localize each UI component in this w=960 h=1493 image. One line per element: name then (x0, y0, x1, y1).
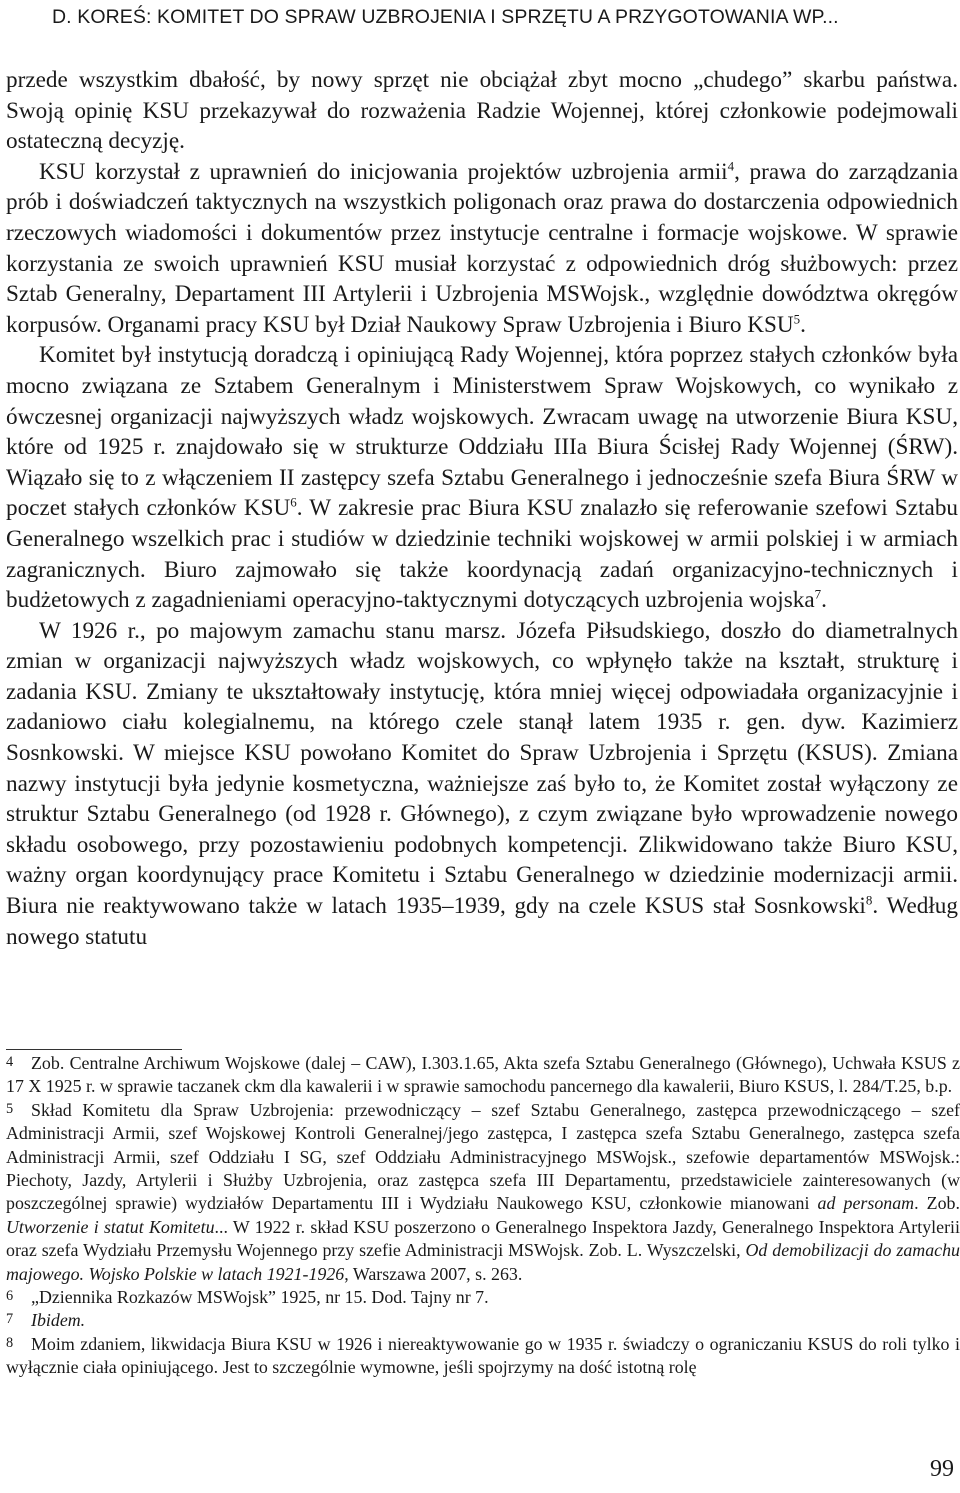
paragraph-2-part-1: KSU korzystał z uprawnień do inicjowania projektów uzbrojenia armii (39, 158, 728, 185)
footnote-separator (6, 1049, 182, 1050)
paragraph-1: przede wszystkim dbałość, by nowy sprzęt nie obciążał zbyt mocno „chudego” skarbu państwa. Swoją opinię KSU przekazywał do rozważenia Radzie Wojennej, której członkowie podejmowali ostateczną decyzję. (6, 67, 958, 155)
paragraph-3-part-2: . W zakresie prac Biura KSU znalazło się referowanie szefowi Sztabu Generalnego wszelkich prac i studiów w dziedzinie techniki wojskowej w armii polskiej i w armiach zagranicznych. Biuro zajmowało się także koordynacją zadań organizacyjno-technicznych i budżetowych z zagadnieniami operacyjno-taktycznymi dotyczących uzbrojenia wojska (6, 495, 959, 614)
footnote-ref-5[interactable]: 5 (793, 311, 801, 327)
paragraph-3-part-3: . (821, 587, 827, 614)
footnote-text: , Warszawa 2007, s. 263. (344, 1263, 523, 1284)
footnote-text: ... W 1922 r. skład KSU poszerzono o Generalnego Inspektora Jazdy, Generalnego Inspektora Artylerii oraz szefa Wydziału Przemysłu Wojennego przy szefie Administracji MSWojsk. Zob. L. Wyszczelski, (6, 1216, 960, 1261)
paragraph-3 (6, 340, 958, 615)
footnote-7: 7 Ibidem. (6, 1310, 86, 1331)
paragraph-3-part-1: Komitet był instytucją doradczą i opiniującą Rady Wojennej, która poprzez stałych członków była mocno związana ze Sztabem Generalnym i Ministerstwem Spraw Wojskowych, co wynikało z ówczesnej organizacji najwyższych władz wojskowych. Zwracam uwagę na utworzenie Biura KSU, które od 1925 r. znajdowało się w strukturze Oddziału IIIa Biura Ścisłej Rady Wojennej (ŚRW). Wiązało się to z włączeniem II zastępcy szefa Sztabu Generalnego i jednocześnie szefa Biura ŚRW w poczet stałych członków KSU (6, 342, 958, 522)
paragraph-2-part-3: . (800, 311, 806, 338)
paragraph-4-part-1: W 1926 r., po majowym zamachu stanu marsz. Józefa Piłsudskiego, doszło do diametralnych zmian w organizacji najwyższych władz wojskowych, co wpłynęło także na kształt, strukturę i zadania KSU. Zmiany te ukształtowały instytucję, która mniej więcej odpowiadała organizacyjnie i zadaniowo ciału kolegialnemu, na którego czele stanął latem 1935 r. gen. dyw. Kazimierz Sosnkowski. W miejsce KSU powołano Komitet do Spraw Uzbrojenia i Sprzętu (KSUS). Zmiana nazwy instytucji była jedynie kosmetyczna, ważniejsze zaś było to, że Komitet został wyłączony ze struktur Sztabu Generalnego (od 1928 r. Głównego), z czym związane było wprowadzenie nowego składu osobowego, przy pozostawieniu podobnych kompetencji. Zlikwidowano także Biuro KSU, ważny organ koordynujący prace Komitetu i Sztabu Generalnego w dziedzinie modernizacji armii. Biura nie reaktywowano także w latach 1935–1939, gdy na czele KSUS stał Sosnkowski (6, 617, 958, 920)
footnote-italic: ad personam (817, 1193, 915, 1214)
page-number: 99 (930, 1456, 954, 1482)
footnote-ref-6[interactable]: 6 (290, 494, 297, 510)
footnote-italic: Od demobilizacji do zamachu majowego. Wojsko Polskie w latach 1921-1926 (6, 1240, 960, 1284)
footnote-italic: Utworzenie i statut Komitetu (6, 1216, 215, 1237)
paragraph-4 (6, 616, 958, 953)
footnote-text: Skład Komitetu dla Spraw Uzbrojenia: przewodniczący – szef Sztabu Generalnego, zastępca przewodniczącego – szef Administracji Armii, szef Wojskowej Kontroli Generalnej/jego zastępca, I zastępca szefa Sztabu Generalnego, zastępca szefa Administracji Armii, szef Oddziału I SG, szef Oddziału Administracyjnego MSWojsk., szefowie departamentów MSWojsk.: Piechoty, Jazdy, Artylerii i Służby Uzbrojenia, oraz zastępca szefa III Departamentu, przedstawiciele zainteresowanych (w poszczególnej sprawie) wydziałów Departamentu III i Wydziału Naukowego KSU, członkowie mianowani (6, 1099, 960, 1214)
footnote-4: 4 Zob. Centralne Archiwum Wojskowe (dalej – CAW), I.303.1.65, Akta szefa Sztabu Generalnego (Głównego), Uchwała KSUS z 17 X 1925 r. w sprawie taczanek ckm dla kawalerii i w sprawie samochodu pancernego dla kawalerii, Biuro KSUS, l. 284/T.25, b.p. (6, 1053, 960, 1097)
footnote-5: 5 Skład Komitetu dla Spraw Uzbrojenia: przewodniczący – szef Sztabu Generalnego, zastępca przewodniczącego – szef Administracji Armii, szef Wojskowej Kontroli Generalnej/jego zastępca, I zastępca szefa Sztabu Generalnego, zastępca szefa Administracji Armii, szef Oddziału I SG, szef Oddziału Administracyjnego MSWojsk., szefowie departamentów MSWojsk.: Piechoty, Jazdy, Artylerii i Służby Uzbrojenia, oraz zastępca szefa III Departamentu, przedstawiciele zainteresowanych (w poszczególnej sprawie) wydziałów Departamentu III i Wydziału Naukowego KSU, członkowie mianowani ad personam. Zob. Utworzenie i statut Komitetu... W 1922 r. skład KSU poszerzono o Generalnego Inspektora Jazdy, Generalnego Inspektora Artylerii oraz szefa Wydziału Przemysłu Wojennego przy szefie Administracji MSWojsk. Zob. L. Wyszczelski, Od demobilizacji do zamachu majowego. Wojsko Polskie w latach 1921-1926, Warszawa 2007, s. 263. (6, 1099, 960, 1284)
footnote-text: „Dziennika Rozkazów MSWojsk” 1925, nr 15. Dod. Tajny nr 7. (31, 1287, 489, 1308)
footnote-ref-7[interactable]: 7 (814, 586, 822, 602)
main-text (6, 65, 958, 952)
footnote-8: 8 Moim zdaniem, likwidacja Biura KSU w 1926 i niereaktywowanie go w 1935 r. świadczy o ograniczaniu KSUS do roli tylko i wyłącznie ciała opiniującego. Jest to szczególnie wymowne, jeśli spojrzymy na dość istotną rolę (6, 1333, 960, 1378)
footnote-ref-4[interactable]: 4 (727, 158, 735, 174)
footnote-italic: Ibidem. (31, 1310, 86, 1331)
footnote-text: Moim zdaniem, likwidacja Biura KSU w 1926 i niereaktywowanie go w 1935 r. świadczy o ograniczaniu KSUS do roli tylko i wyłącznie ciała opiniującego. Jest to szczególnie wymowne, jeśli spojrzymy na dość istotną rolę (6, 1333, 960, 1378)
footnote-6: 6 „Dziennika Rozkazów MSWojsk” 1925, nr 15. Dod. Tajny nr 7. (6, 1287, 489, 1308)
paragraph-2-part-2: , prawa do zarządzania prób i doświadczeń taktycznych na wszystkich poligonach oraz prawa do dostarczenia odpowiednich rzeczowych wiadomości i dokumentów przez instytucje centralne i formacje wojskowe. W sprawie korzystania ze swoich uprawnień KSU musiał korzystać z odpowiednich dróg służbowych: przez Sztab Generalny, Departament III Artylerii i Uzbrojenia MSWojsk., względnie dowództwa okręgów korpusów. Organami pracy KSU był Dział Naukowy Spraw Uzbrojenia i Biuro KSU (6, 158, 958, 338)
footnotes (6, 1052, 960, 1380)
footnote-text: Zob. Centralne Archiwum Wojskowe (dalej – CAW), I.303.1.65, Akta szefa Sztabu Generalnego (Głównego), Uchwała KSUS z 17 X 1925 r. w sprawie taczanek ckm dla kawalerii i w sprawie samochodu pancernego dla kawalerii, Biuro KSUS, l. 284/T.25, b.p. (6, 1053, 960, 1097)
footnote-text: . Zob. (914, 1193, 960, 1214)
paragraph-2 (6, 157, 958, 341)
paragraph-4-part-2: . Według nowego statutu (6, 893, 958, 950)
footnote-ref-8[interactable]: 8 (865, 892, 873, 908)
running-header: D. KOREŚ: KOMITET DO SPRAW UZBROJENIA I SPRZĘTU A PRZYGOTOWANIA WP... (52, 6, 839, 28)
